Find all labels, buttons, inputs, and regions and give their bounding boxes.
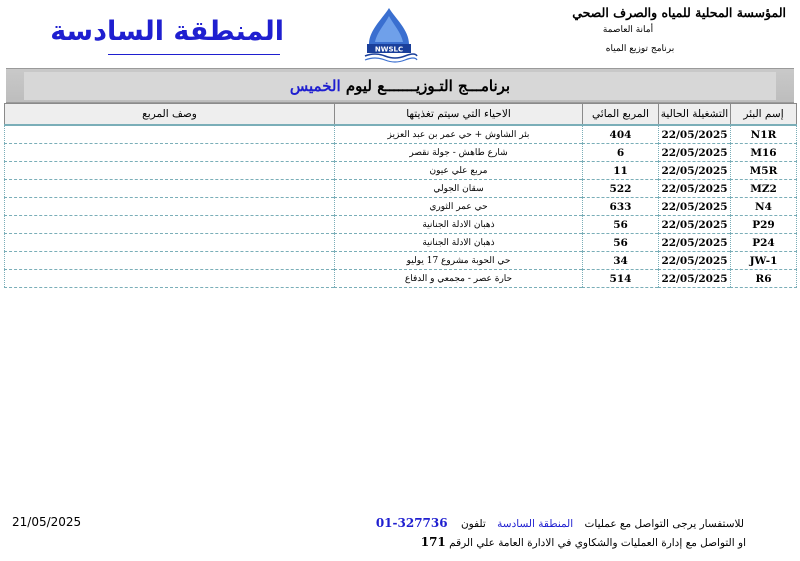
distribution-table <box>4 103 797 288</box>
cell-description <box>5 216 335 234</box>
cell-discharge: 514 <box>583 270 659 288</box>
cell-date: 22/05/2025 <box>659 125 731 144</box>
phone-label: تلفون <box>460 518 486 530</box>
header-areas: الاحياء التي سيتم تغذيتها <box>335 104 583 126</box>
cell-well: JW-1 <box>731 252 797 270</box>
table-row <box>5 216 797 234</box>
contact-line <box>370 516 744 530</box>
cell-areas: شارع طاهش - جولة نقصر <box>335 144 583 162</box>
cell-description <box>5 234 335 252</box>
cell-well: N1R <box>731 125 797 144</box>
header-well: إسم البئر <box>731 104 797 126</box>
cell-discharge: 522 <box>583 180 659 198</box>
cell-description <box>5 270 335 288</box>
cell-discharge: 56 <box>583 216 659 234</box>
organization-subtitle: أمانة العاصمة <box>602 25 654 35</box>
cell-areas: ذهبان الادلة الجنانية <box>335 234 583 252</box>
cell-areas: بئر الشاوش + حي عمر بن عبد العزيز <box>335 125 583 144</box>
cell-areas: سقان الجولي <box>335 180 583 198</box>
complaints-line <box>400 535 746 549</box>
cell-well: M16 <box>731 144 797 162</box>
schedule-banner-title <box>24 72 776 100</box>
logo-text: NWSLC <box>374 45 404 54</box>
table-row <box>5 180 797 198</box>
table-row <box>5 198 797 216</box>
cell-well: P29 <box>731 216 797 234</box>
cell-discharge: 11 <box>583 162 659 180</box>
cell-date: 22/05/2025 <box>659 234 731 252</box>
cell-date: 22/05/2025 <box>659 216 731 234</box>
cell-date: 22/05/2025 <box>659 162 731 180</box>
cell-date: 22/05/2025 <box>659 180 731 198</box>
complaints-number: 171 <box>420 535 446 549</box>
header-run-date: التشغيلة الحالية <box>659 104 731 126</box>
table-header-row <box>5 104 797 126</box>
cell-description <box>5 198 335 216</box>
cell-date: 22/05/2025 <box>659 270 731 288</box>
table-row <box>5 125 797 144</box>
print-date: 21/05/2025 <box>12 515 82 529</box>
cell-date: 22/05/2025 <box>659 252 731 270</box>
table-row <box>5 270 797 288</box>
complaints-text: او التواصل مع إدارة العمليات والشكاوي في الادارة العامة علي الرقم <box>449 537 746 549</box>
zone-title-underline <box>108 54 280 55</box>
phone-number: 01-327736 <box>375 516 448 530</box>
water-drop-logo-icon <box>355 6 423 66</box>
schedule-banner <box>6 68 794 103</box>
table-row <box>5 234 797 252</box>
cell-areas: حارة عصر - مجمعي و الدفاع <box>335 270 583 288</box>
cell-date: 22/05/2025 <box>659 144 731 162</box>
cell-well: MZ2 <box>731 180 797 198</box>
contact-text: للاستفسار يرجى التواصل مع عمليات <box>584 518 744 530</box>
cell-discharge: 404 <box>583 125 659 144</box>
cell-areas: حي الحوبة مشروع 17 يوليو <box>335 252 583 270</box>
cell-description <box>5 252 335 270</box>
program-label: برنامج توزيع المياه <box>605 44 675 54</box>
cell-date: 22/05/2025 <box>659 198 731 216</box>
header-description: وصف المربع <box>5 104 335 126</box>
cell-discharge: 56 <box>583 234 659 252</box>
banner-prefix: برنامـــج التـوزيـــــــع ليوم <box>345 77 511 95</box>
table-row <box>5 162 797 180</box>
cell-description <box>5 162 335 180</box>
cell-well: N4 <box>731 198 797 216</box>
table-row <box>5 144 797 162</box>
table-row <box>5 252 797 270</box>
cell-discharge: 633 <box>583 198 659 216</box>
cell-well: P24 <box>731 234 797 252</box>
banner-day: الخميس <box>289 77 341 95</box>
cell-description <box>5 144 335 162</box>
cell-well: R6 <box>731 270 797 288</box>
header-discharge: المربع المائي <box>583 104 659 126</box>
cell-well: M5R <box>731 162 797 180</box>
cell-discharge: 6 <box>583 144 659 162</box>
organization-name: المؤسسة المحلية للمياه والصرف الصحي <box>572 5 786 20</box>
zone-title: المنطقة السادسة <box>50 16 284 47</box>
cell-description <box>5 125 335 144</box>
cell-areas: مربع علي عيون <box>335 162 583 180</box>
contact-zone: المنطقة السادسة <box>497 518 574 530</box>
cell-areas: ذهبان الادلة الجنانية <box>335 216 583 234</box>
cell-discharge: 34 <box>583 252 659 270</box>
cell-description <box>5 180 335 198</box>
cell-areas: حي عمر الثوري <box>335 198 583 216</box>
